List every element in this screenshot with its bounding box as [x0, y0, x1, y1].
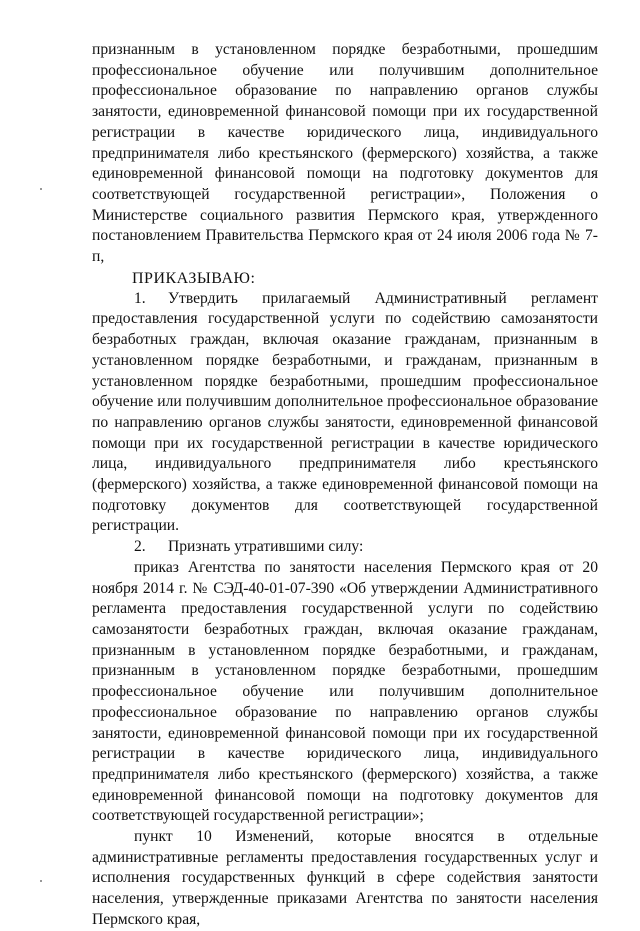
- item-1-text: Утвердить прилагаемый Административный регламент предоставления государственной услуги по содействию самозанятости безработных граждан, включая оказание гражданам, признанным в установленном порядке безработными, и гражданам, признанным в установленном порядке безработными, прошедшим профессиональное обучение или получившим дополнительное профессиональное образование по направлению органов службы занятости, единовременной финансовой помощи при их государственной регистрации в качестве юридического лица, индивидуального предпринимателя либо крестьянского (фермерского) хозяйства, а также единовременной финансовой помощи на подготовку документов для соответствующей государственной регистрации.: [92, 289, 598, 535]
- item-2-subitem-2: пункт 10 Изменений, которые вносятся в отдельные административные регламенты предоставления государственных услуг и исполнения государственных функций в сфере содействия занятости населения, утвержденные приказами Агентства по занятости населения Пермского края,: [92, 828, 598, 928]
- item-1-paragraph: [92, 289, 598, 537]
- scan-speck: [40, 880, 42, 882]
- scan-speck: [40, 188, 42, 190]
- item-2-subitem-1: приказ Агентства по занятости населения Пермского края от 20 ноября 2014 г. № СЭД-40-01-07-390 «Об утверждении Административного регламента предоставления государственной услуги по содействию самозанятости безработных граждан, включая оказание гражданам, признанным в установленном порядке безработными, и гражданам, признанным в установленном порядке безработными, прошедшим профессиональное обучение или получившим дополнительное профессиональное образование по направлению органов службы занятости, единовременной финансовой помощи при их государственной регистрации в качестве юридического лица, индивидуального предпринимателя либо крестьянского (фермерского) хозяйства, а также единовременной финансовой помощи на подготовку документов для соответствующей государственной регистрации»;: [92, 558, 598, 825]
- order-heading: ПРИКАЗЫВАЮ:: [132, 269, 256, 287]
- intro-paragraph: признанным в установленном порядке безработными, прошедшим профессиональное обучение или получившим дополнительное профессиональное образование по направлению органов службы занятости, единовременной финансовой помощи при их государственной регистрации в качестве юридического лица, индивидуального предпринимателя либо крестьянского (фермерского) хозяйства, а также единовременной финансовой помощи на подготовку документов для соответствующей государственной регистрации», Положения о Министерстве социального развития Пермского края, утвержденного постановлением Правительства Пермского края от 24 июля 2006 года № 7-п,: [92, 41, 598, 266]
- item-2-paragraph: [92, 537, 598, 558]
- item-2-number: 2.: [134, 538, 146, 556]
- item-2-text: Признать утратившими силу:: [168, 538, 364, 556]
- item-1-number: 1.: [134, 289, 146, 307]
